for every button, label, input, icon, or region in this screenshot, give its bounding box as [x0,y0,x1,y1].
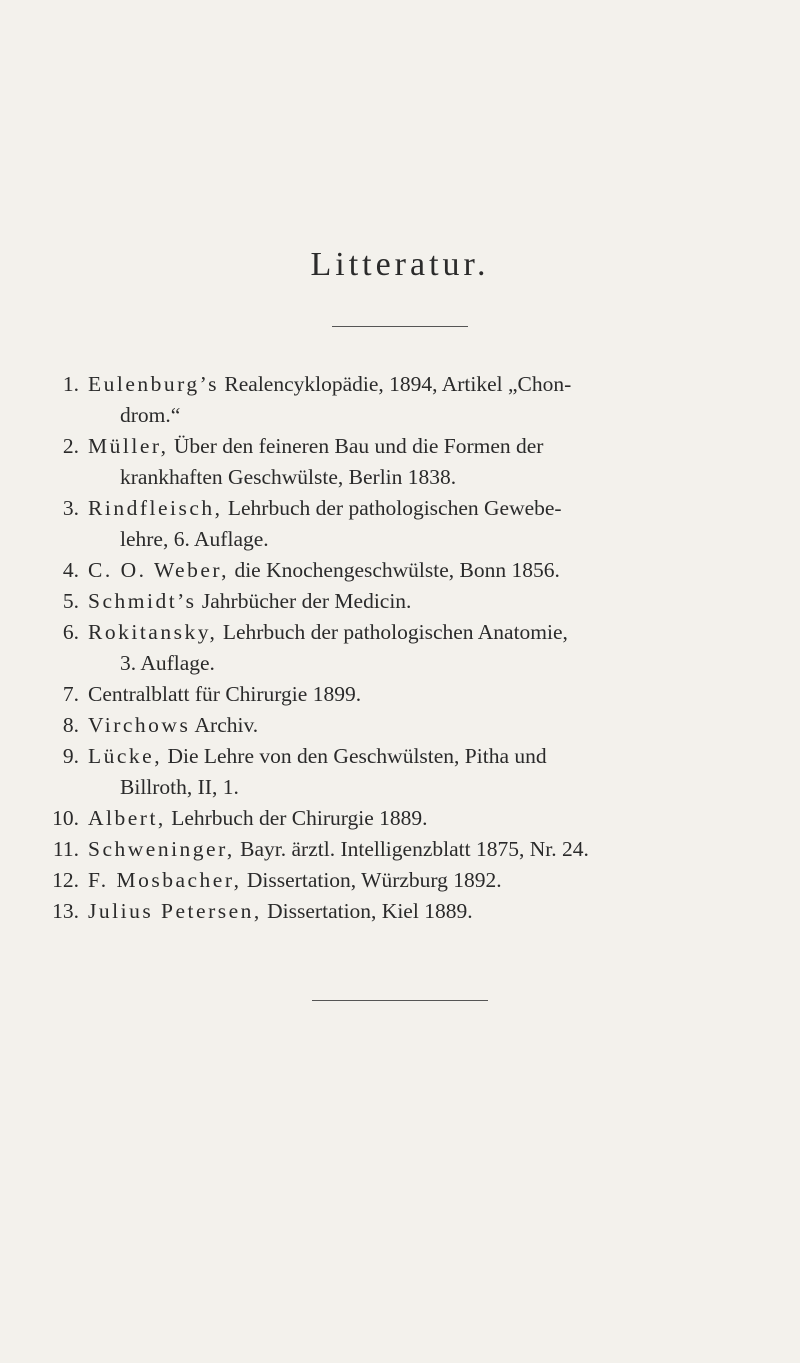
reference-author: Rokitansky, [88,620,218,644]
reference-item [0,555,800,586]
reference-details: die Knochengeschwülste, Bonn 1856. [229,558,560,582]
reference-author: Schmidt’s [88,589,197,613]
reference-author: Julius Petersen, [88,899,262,923]
reference-text [88,493,708,555]
reference-details: Die Lehre von den Geschwülsten, Pitha und [162,744,547,768]
reference-text [88,431,708,493]
reference-list [0,369,800,927]
reference-details: Dissertation, Würzburg 1892. [241,868,502,892]
end-divider [312,1000,488,1001]
reference-item [0,865,800,896]
reference-number: 1. [62,372,79,396]
reference-author: Albert, [88,806,166,830]
reference-number: 9. [62,744,79,768]
page-title: Litteratur. [310,246,490,283]
reference-item [0,803,800,834]
reference-number: 13. [52,899,79,923]
reference-text [88,617,708,679]
reference-number: 8. [62,713,79,737]
reference-details: Jahrbücher der Medicin. [196,589,412,613]
reference-text [88,586,708,617]
reference-text [88,679,708,710]
reference-text [88,834,708,865]
reference-text [88,555,708,586]
reference-details: Über den feineren Bau und die Formen der [168,434,544,458]
reference-item [0,586,800,617]
reference-details: Lehrbuch der Chirurgie 1889. [165,806,428,830]
reference-author: C. O. Weber, [88,558,230,582]
reference-item [0,679,800,710]
reference-text [88,369,708,431]
reference-author: Virchows [88,713,191,737]
reference-item [0,834,800,865]
reference-details: Realencyklopädie, 1894, Artikel „Chon- [219,372,572,396]
reference-number: 10. [52,806,79,830]
reference-item [0,710,800,741]
reference-number: 2. [62,434,79,458]
reference-author: Müller, [88,434,169,458]
reference-details: Centralblatt für Chirurgie 1899. [88,682,362,706]
reference-number: 12. [52,868,79,892]
reference-continuation: drom.“ [120,403,181,427]
reference-details: Lehrbuch der pathologischen Gewebe- [222,496,562,520]
title-divider [332,326,468,327]
reference-number: 5. [62,589,79,613]
reference-number: 6. [62,620,79,644]
reference-details: Archiv. [190,713,259,737]
reference-continuation: krankhaften Geschwülste, Berlin 1838. [120,465,457,489]
reference-author: Rindfleisch, [88,496,223,520]
reference-author: Schweninger, [88,837,235,861]
reference-text [88,710,708,741]
reference-continuation: lehre, 6. Auflage. [120,527,269,551]
reference-text [88,803,708,834]
reference-author: Lücke, [88,744,163,768]
reference-item [0,617,800,679]
reference-continuation: Billroth, II, 1. [120,775,239,799]
reference-item [0,493,800,555]
reference-details: Dissertation, Kiel 1889. [261,899,473,923]
reference-number: 7. [62,682,79,706]
reference-details: Lehrbuch der pathologischen Anatomie, [217,620,568,644]
reference-number: 4. [62,558,79,582]
reference-text [88,865,708,896]
reference-item [0,369,800,431]
reference-author: F. Mosbacher, [88,868,242,892]
reference-number: 3. [62,496,79,520]
reference-text [88,741,708,803]
reference-item [0,431,800,493]
reference-continuation: 3. Auflage. [120,651,215,675]
reference-details: Bayr. ärztl. Intelligenzblatt 1875, Nr. 24. [234,837,589,861]
reference-number: 11. [52,837,79,861]
reference-item [0,896,800,927]
reference-author: Eulenburg’s [88,372,220,396]
reference-item [0,741,800,803]
reference-text [88,896,708,927]
